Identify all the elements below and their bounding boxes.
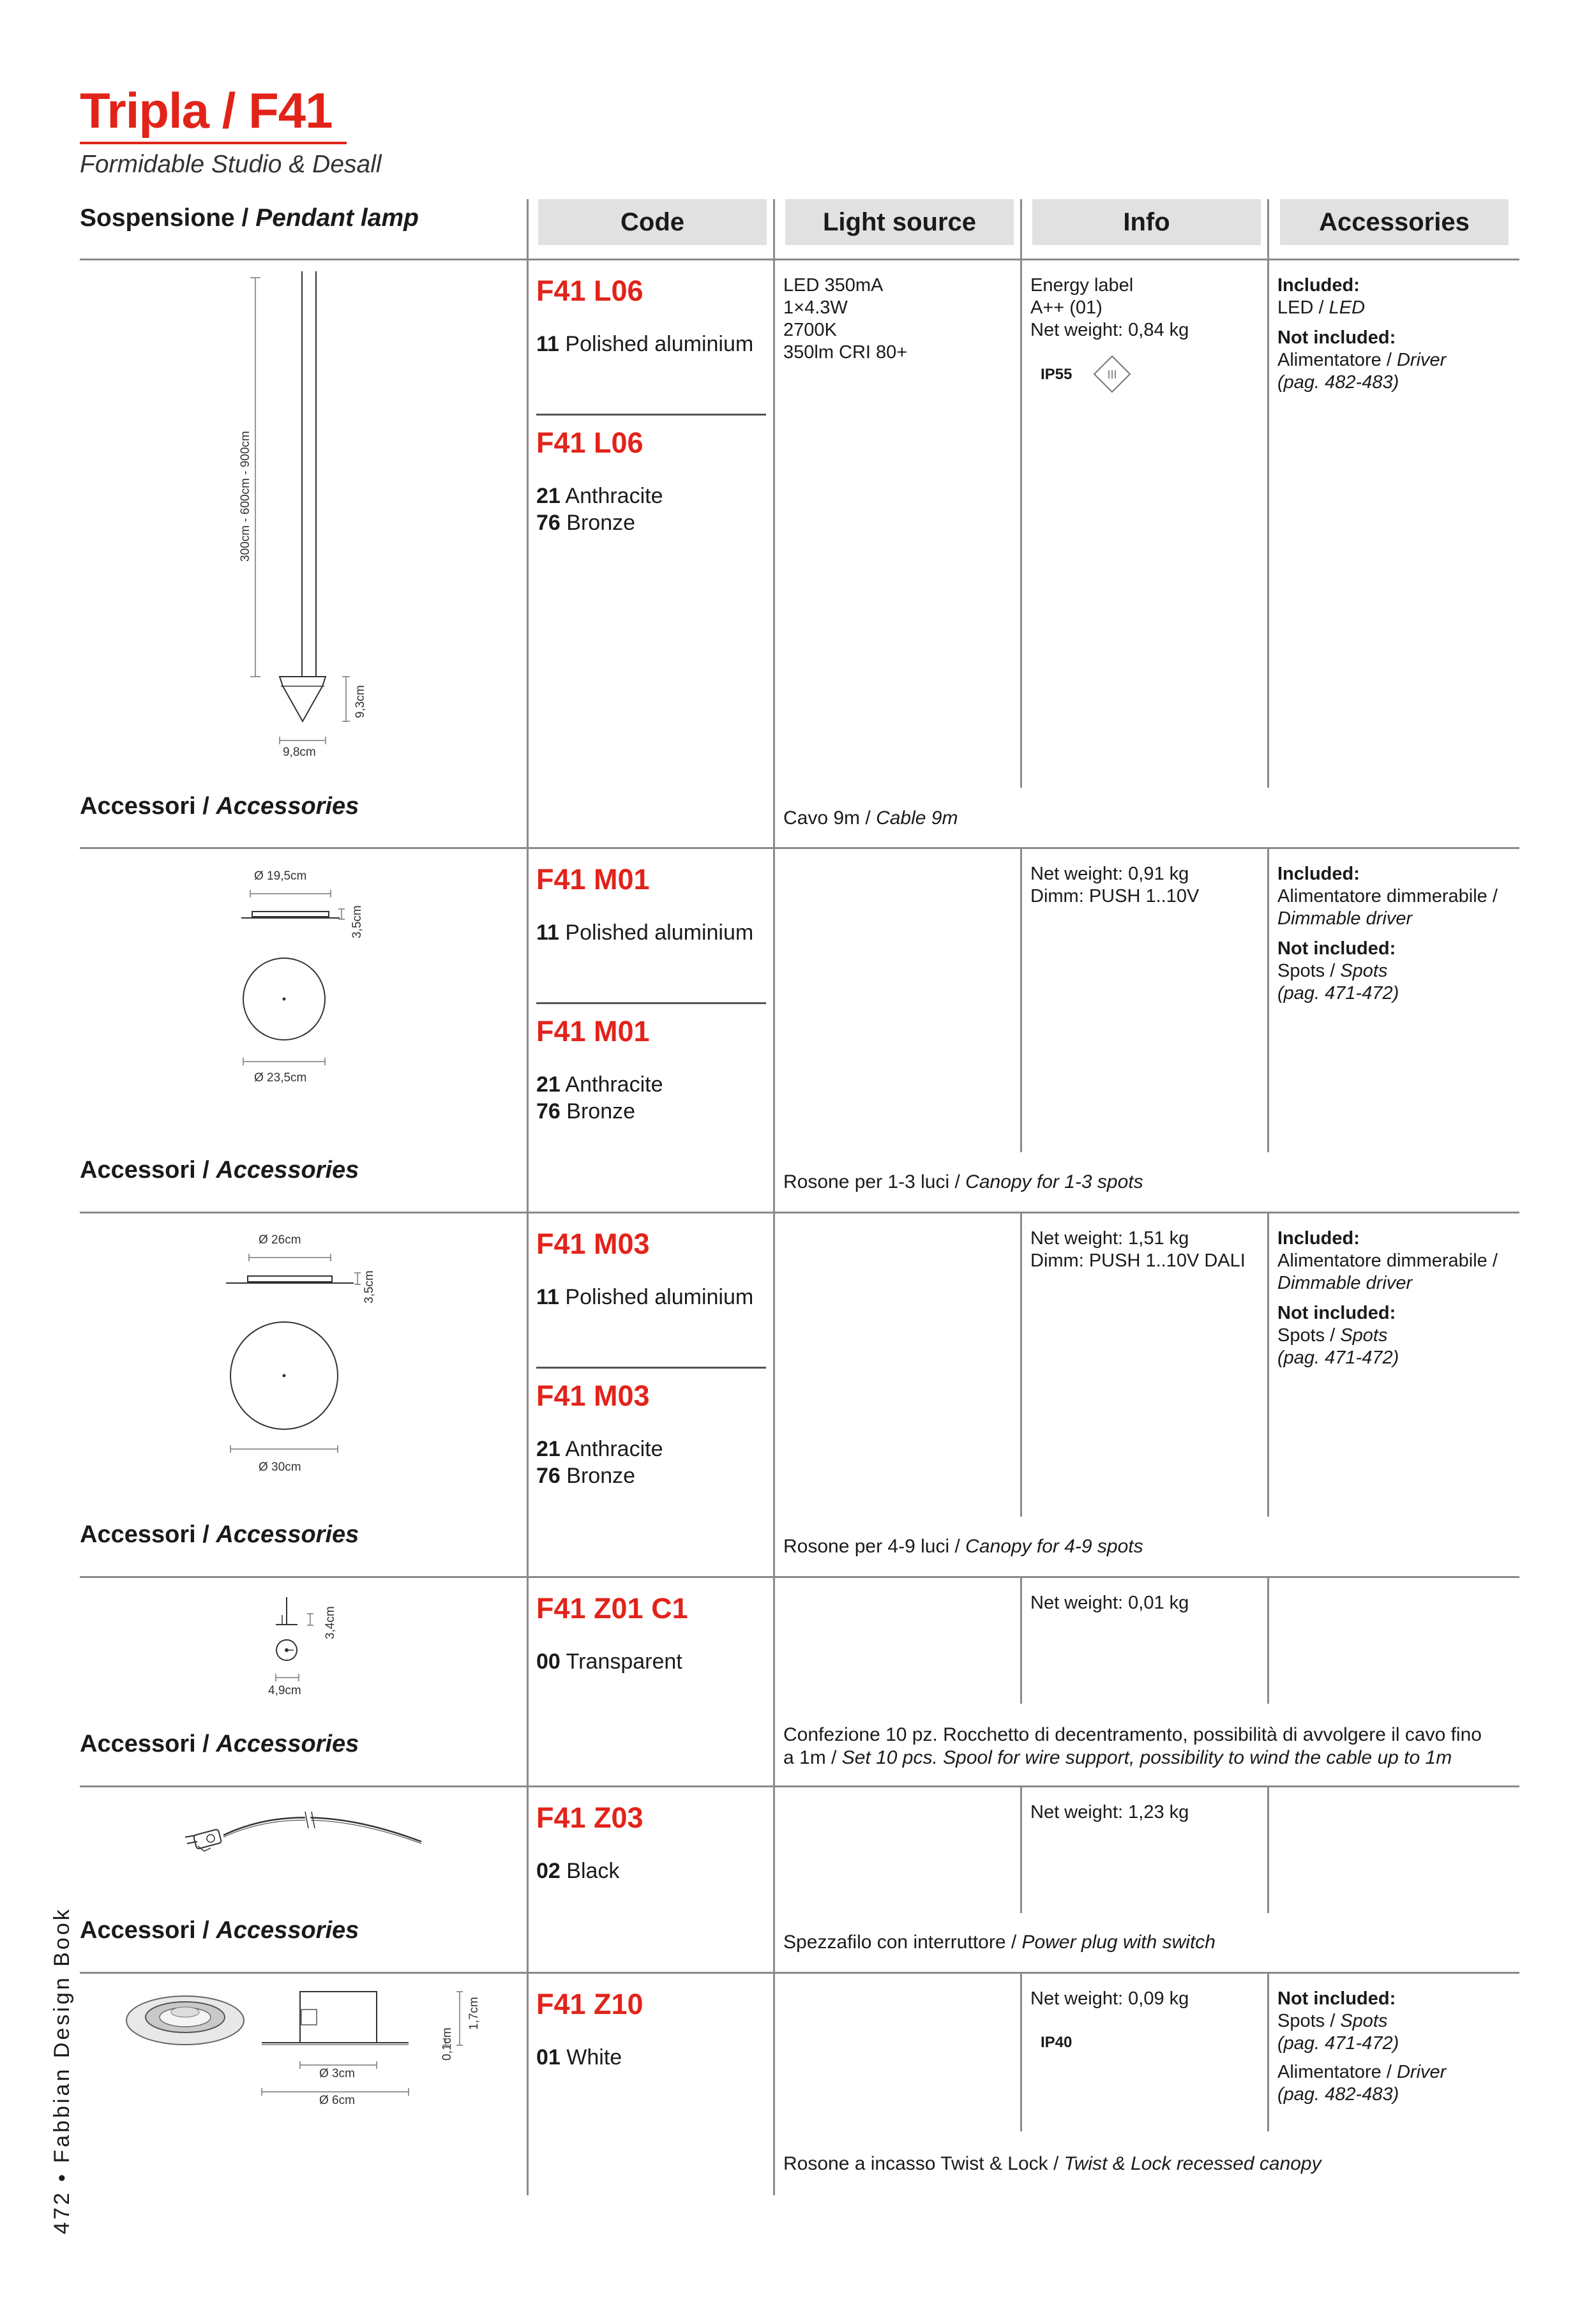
page-number-sidebar: 472 • Fabbian Design Book bbox=[50, 1907, 74, 2234]
dimension-label: Ø 6cm bbox=[319, 2094, 355, 2107]
column-divider bbox=[1267, 1576, 1269, 1704]
row-divider bbox=[80, 1972, 1519, 1974]
title-underline bbox=[80, 142, 347, 144]
dimension-label: 3,4cm bbox=[324, 1606, 337, 1639]
dimension-label: 3,5cm bbox=[363, 1270, 376, 1304]
column-divider bbox=[1020, 1785, 1022, 1913]
product-row-l06 bbox=[536, 274, 753, 357]
dimension-label: 300cm - 600cm - 900cm bbox=[239, 431, 252, 562]
column-divider bbox=[1267, 847, 1269, 1152]
column-divider bbox=[1020, 199, 1022, 788]
finish-item: 11 Polished aluminium bbox=[536, 920, 754, 945]
column-header-accessories: Accessories bbox=[1280, 199, 1509, 245]
column-divider bbox=[1267, 199, 1269, 788]
accessories-label: Accessori / Accessories bbox=[80, 1521, 359, 1548]
dimension-label: 9,8cm bbox=[283, 746, 316, 759]
accessories-label: Accessori / Accessories bbox=[80, 1917, 359, 1944]
product-row-z01 bbox=[536, 1592, 688, 1675]
accessories-spec: Included: Alimentatore dimmerabile / Dimmable driver Not included: Spots / Spots (pag. 471-472) bbox=[1277, 1228, 1498, 1368]
product-description: Confezione 10 pz. Rocchetto di decentramento, possibilità di avvolgere il cavo fino a 1m / Set 10 pcs. Spool for wire support, possibility to wind the cable up to 1m bbox=[783, 1724, 1482, 1768]
column-divider bbox=[1267, 1212, 1269, 1517]
column-divider bbox=[773, 199, 775, 2195]
accessories-label: Accessori / Accessories bbox=[80, 1731, 359, 1757]
product-row-z03 bbox=[536, 1801, 644, 1884]
page-title: Tripla / F41 bbox=[80, 82, 333, 139]
dimension-label: 9,3cm bbox=[354, 685, 367, 718]
dimension-label: 4,9cm bbox=[268, 1684, 301, 1697]
product-code: F41 L06 bbox=[536, 274, 644, 307]
column-divider bbox=[1020, 1212, 1022, 1517]
column-header-light-source: Light source bbox=[785, 199, 1014, 245]
column-header-info: Info bbox=[1032, 199, 1261, 245]
dimension-label: Ø 3cm bbox=[319, 2067, 355, 2080]
finish-item: 21 Anthracite bbox=[536, 1072, 663, 1097]
column-divider bbox=[1267, 1785, 1269, 1913]
row-divider bbox=[80, 1785, 1519, 1787]
product-code: F41 L06 bbox=[536, 426, 644, 459]
finish-item: 02 Black bbox=[536, 1859, 620, 1883]
info-spec: Net weight: 0,09 kg bbox=[1030, 1988, 1189, 2009]
power-plug-drawing bbox=[176, 1800, 431, 1870]
finish-item: 76 Bronze bbox=[536, 1464, 636, 1488]
code-divider bbox=[536, 1002, 766, 1004]
page-subtitle: Formidable Studio & Desall bbox=[80, 151, 382, 178]
info-spec: Net weight: 0,01 kg bbox=[1030, 1593, 1189, 1613]
finish-item: 21 Anthracite bbox=[536, 484, 663, 508]
column-divider bbox=[1020, 1576, 1022, 1704]
accessories-label: Accessori / Accessories bbox=[80, 1157, 359, 1183]
accessories-spec: Not included: Spots / Spots (pag. 471-472) Alimentatore / Driver (pag. 482-483) bbox=[1277, 1988, 1447, 2105]
finish-item: 01 White bbox=[536, 2045, 622, 2070]
finish-item: 11 Polished aluminium bbox=[536, 332, 754, 356]
dimension-label: Ø 30cm bbox=[259, 1461, 301, 1474]
info-spec: Net weight: 1,23 kg bbox=[1030, 1802, 1189, 1822]
ip-rating-badge: IP40 bbox=[1041, 2034, 1073, 2051]
product-code: F41 M01 bbox=[536, 1015, 650, 1048]
dimension-label: Ø 23,5cm bbox=[254, 1071, 307, 1085]
finish-item: 00 Transparent bbox=[536, 1649, 682, 1674]
product-code: F41 Z10 bbox=[536, 1988, 644, 2020]
dimension-label: Ø 19,5cm bbox=[254, 869, 307, 883]
finish-item: 76 Bronze bbox=[536, 511, 636, 535]
product-description: Cavo 9m / Cable 9m bbox=[783, 808, 958, 829]
product-variant bbox=[536, 1015, 663, 1125]
recessed-canopy-photo bbox=[121, 1985, 249, 2055]
accessories-label: Accessori / Accessories bbox=[80, 793, 359, 820]
row-divider bbox=[80, 847, 1519, 849]
code-divider bbox=[536, 1367, 766, 1369]
finish-item: 76 Bronze bbox=[536, 1099, 636, 1123]
info-spec: Energy label A++ (01) Net weight: 0,84 kg bbox=[1030, 275, 1189, 340]
canopy-drawing bbox=[223, 1245, 377, 1462]
finish-item: 21 Anthracite bbox=[536, 1437, 663, 1461]
column-divider bbox=[1267, 1972, 1269, 2131]
product-description: Rosone per 1-3 luci / Canopy for 1-3 spots bbox=[783, 1171, 1143, 1192]
product-description: Spezzafilo con interruttore / Power plug with switch bbox=[783, 1932, 1216, 1953]
product-variant bbox=[536, 426, 663, 536]
column-header-code: Code bbox=[538, 199, 767, 245]
ip-rating-badge: IP55 bbox=[1041, 366, 1073, 383]
dimension-label: 0,1cm bbox=[440, 2027, 454, 2061]
row-divider bbox=[80, 259, 1519, 260]
product-code: F41 M03 bbox=[536, 1379, 650, 1412]
product-code: F41 M01 bbox=[536, 863, 650, 896]
column-divider bbox=[527, 199, 529, 2195]
info-spec: Net weight: 0,91 kg Dimm: PUSH 1..10V bbox=[1030, 864, 1200, 906]
product-row-m03 bbox=[536, 1228, 753, 1311]
svg-text:III: III bbox=[1107, 368, 1117, 381]
class-iii-icon bbox=[1093, 355, 1131, 393]
finish-item: 11 Polished aluminium bbox=[536, 1285, 754, 1309]
column-divider bbox=[1020, 847, 1022, 1152]
row-divider bbox=[80, 1576, 1519, 1578]
code-divider bbox=[536, 414, 766, 416]
recessed-canopy-drawing bbox=[255, 1985, 472, 2113]
accessories-spec: Included: Alimentatore dimmerabile / Dimmable driver Not included: Spots / Spots (pag. 471-472) bbox=[1277, 864, 1498, 1003]
product-code: F41 M03 bbox=[536, 1228, 650, 1260]
product-row-m01 bbox=[536, 863, 753, 946]
accessories-spec: Included: LED / LED Not included: Alimentatore / Driver (pag. 482-483) bbox=[1277, 275, 1447, 393]
product-variant bbox=[536, 1379, 663, 1489]
row-divider bbox=[80, 1212, 1519, 1213]
section-heading: Sospensione / Pendant lamp bbox=[80, 204, 419, 232]
dimension-label: Ø 26cm bbox=[259, 1233, 301, 1247]
dimension-label: 3,5cm bbox=[350, 905, 364, 938]
product-row-z10 bbox=[536, 1988, 644, 2071]
product-code: F41 Z01 C1 bbox=[536, 1592, 688, 1625]
product-description: Rosone per 4-9 luci / Canopy for 4-9 spots bbox=[783, 1536, 1143, 1557]
info-spec: Net weight: 1,51 kg Dimm: PUSH 1..10V DALI bbox=[1030, 1228, 1246, 1271]
light-source-spec: LED 350mA 1×4.3W 2700K 350lm CRI 80+ bbox=[783, 275, 908, 363]
column-divider bbox=[1020, 1972, 1022, 2131]
product-description: Rosone a incasso Twist & Lock / Twist & Lock recessed canopy bbox=[783, 2153, 1321, 2174]
product-code: F41 Z03 bbox=[536, 1801, 644, 1834]
dimension-label: 1,7cm bbox=[467, 1997, 481, 2030]
